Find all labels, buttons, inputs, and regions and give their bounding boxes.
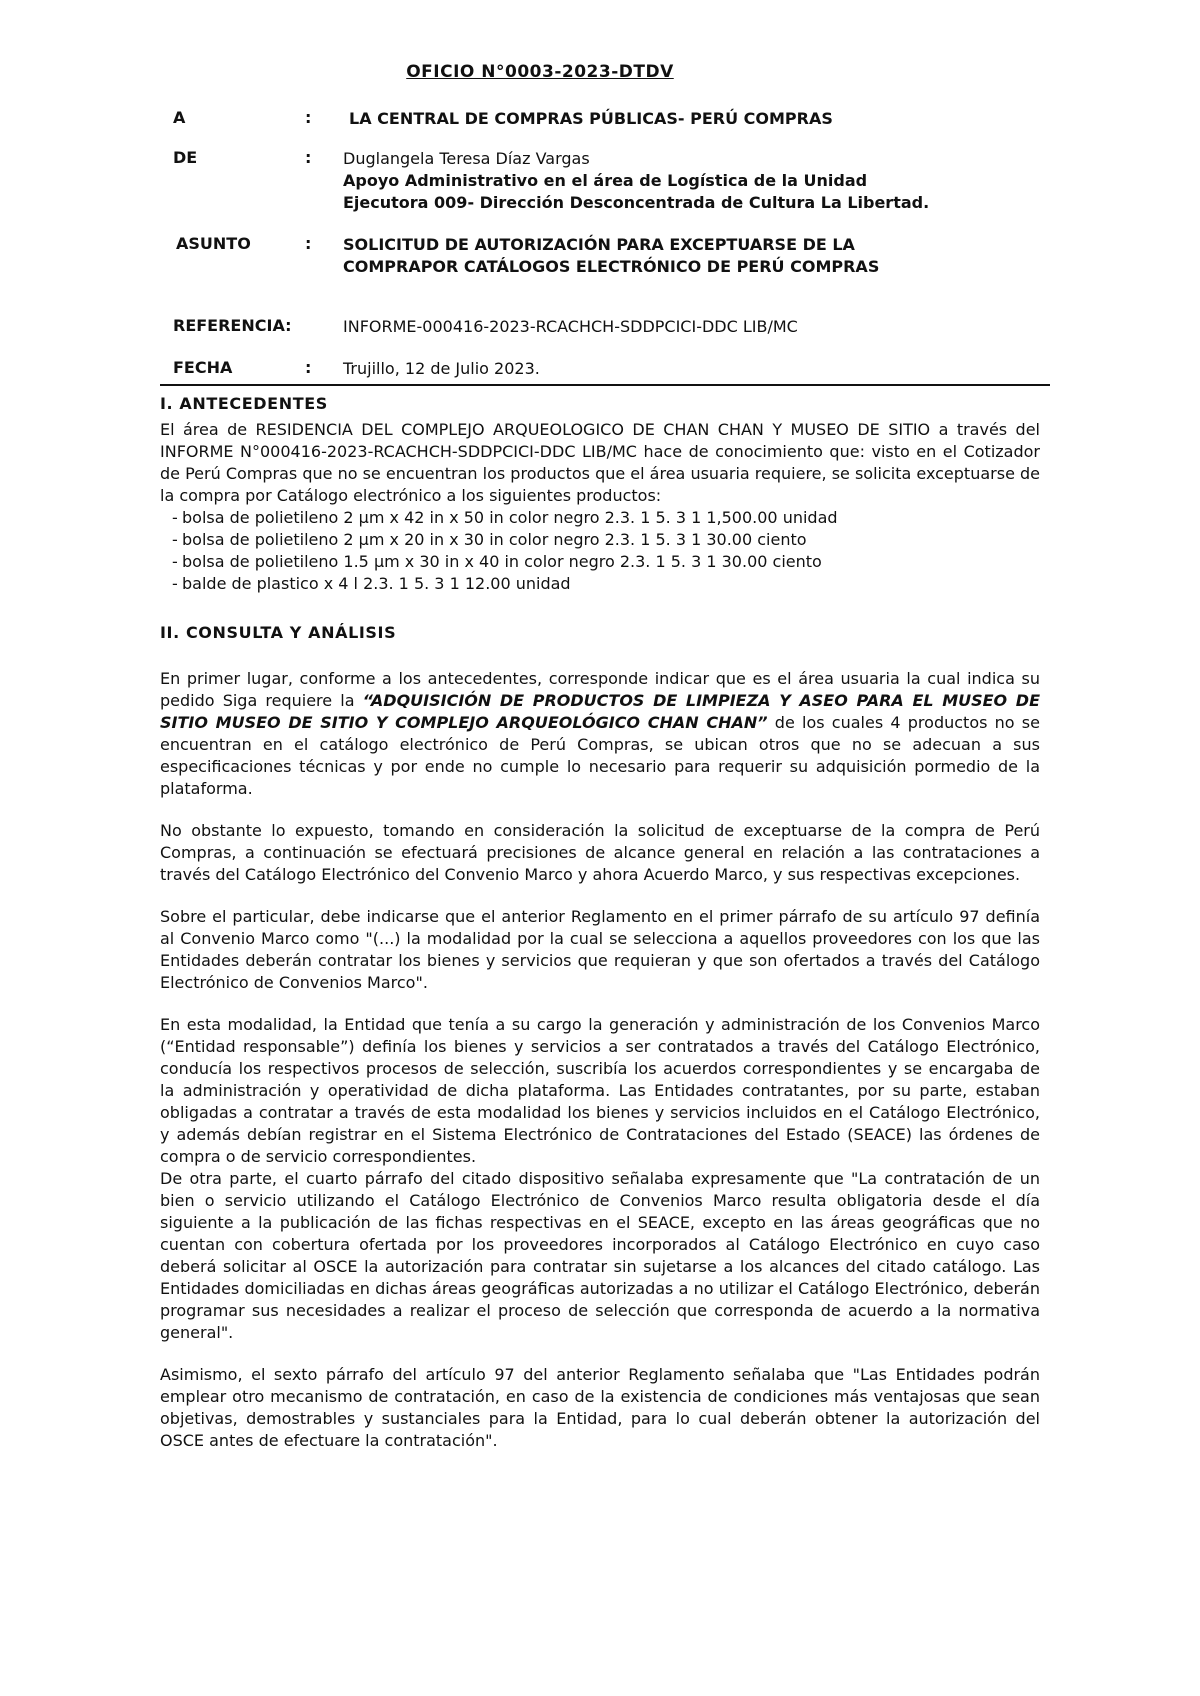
header-row-referencia xyxy=(160,316,1040,338)
de-label: DE xyxy=(173,148,198,167)
document-title: OFICIO N°0003-2023-DTDV xyxy=(406,62,674,82)
referencia-value: INFORME-000416-2023-RCACHCH-SDDPCICI-DDC LIB/MC xyxy=(343,317,798,336)
colon: : xyxy=(305,148,312,167)
asunto-line-2: COMPRAPOR CATÁLOGOS ELECTRÓNICO DE PERÚ COMPRAS xyxy=(343,257,880,276)
de-role-line-1: Apoyo Administrativo en el área de Logística de la Unidad xyxy=(343,171,868,190)
consulta-paragraph-3: Sobre el particular, debe indicarse que el anterior Reglamento en el primer párrafo de su artículo 97 definía al Convenio Marco como "(...) la modalidad por la cual se selecciona a aquellos proveedores con los que las Entidades deberán contratar los bienes y servicios que requieran y que son ofertados a través del Catálogo Electrónico de Convenios Marco". xyxy=(160,907,1040,992)
antecedentes-paragraph: El área de RESIDENCIA DEL COMPLEJO ARQUEOLOGICO DE CHAN CHAN Y MUSEO DE SITIO a través del INFORME N°000416-2023-RCACHCH-SDDPCICI-DDC LIB/MC hace de conocimiento que: visto en el Cotizador de Perú Compras que no se encuentran los productos que el área usuaria requiere, se solicita exceptuarse de la compra por Catálogo electrónico a los siguientes productos: xyxy=(160,420,1040,505)
antecedentes-heading: I. ANTECEDENTES xyxy=(160,394,328,413)
colon: : xyxy=(305,108,312,127)
list-item: - bolsa de polietileno 2 µm x 42 in x 50 in color negro 2.3. 1 5. 3 1 1,500.00 unidad xyxy=(172,508,838,527)
product-list xyxy=(160,507,1040,595)
consulta-paragraph-4: En esta modalidad, la Entidad que tenía a su cargo la generación y administración de los Convenios Marco (“Entidad responsable”) definía los bienes y servicios a ser contratados a través del Catálogo Electrónico, conducía los respectivos procesos de selección, suscribía los acuerdos correspondientes y se encargaba de la administración y operatividad de dicha plataforma. Las Entidades contratantes, por su parte, estaban obligadas a contratar a través de esta modalidad los bienes y servicios incluidos en el Catálogo Electrónico, y además debían registrar en el Sistema Electrónico de Contrataciones del Estado (SEACE) las órdenes de compra o de servicio correspondientes. xyxy=(160,1015,1040,1166)
header-row-fecha xyxy=(160,358,1040,380)
de-role-line-2: Ejecutora 009- Dirección Desconcentrada de Cultura La Libertad. xyxy=(343,193,930,212)
consulta-paragraph-5: De otra parte, el cuarto párrafo del citado dispositivo señalaba expresamente que "La contratación de un bien o servicio utilizando el Catálogo Electrónico de Convenios Marco resulta obligatoria desde el día siguiente a la publicación de las fichas respectivas en el SEACE, excepto en las áreas geográficas que no cuentan con cobertura ofertada por los proveedores incorporados al Catálogo Electrónico en cuyo caso deberá solicitar al OSCE la autorización para contratar sin sujetarse a los alcances del citado catálogo. Las Entidades domiciliadas en dichas áreas geográficas autorizadas a no utilizar el Catálogo Electrónico, deberán programar sus necesidades a realizar el proceso de selección que corresponda de acuerdo a la normativa general". xyxy=(160,1169,1040,1342)
header-divider xyxy=(160,384,1050,386)
header-row-a xyxy=(160,108,1040,130)
de-name: Duglangela Teresa Díaz Vargas xyxy=(343,149,590,168)
document-page xyxy=(160,62,1040,1452)
a-label: A xyxy=(173,108,186,127)
consulta-heading: II. CONSULTA Y ANÁLISIS xyxy=(160,623,397,642)
asunto-line-1: SOLICITUD DE AUTORIZACIÓN PARA EXCEPTUARSE DE LA xyxy=(343,235,855,254)
fecha-label: FECHA xyxy=(173,358,233,377)
header-row-asunto xyxy=(160,234,1040,278)
header-row-de xyxy=(160,148,1040,214)
consulta-paragraph-6: Asimismo, el sexto párrafo del artículo 97 del anterior Reglamento señalaba que "Las Entidades podrán emplear otro mecanismo de contratación, en caso de la existencia de condiciones más ventajosas que sean objetivas, demostrables y sustanciales para la Entidad, para lo cual deberán obtener la autorización del OSCE antes de efectuare la contratación". xyxy=(160,1365,1040,1450)
asunto-label: ASUNTO xyxy=(176,234,251,253)
asunto-value xyxy=(343,234,1040,278)
list-item: - bolsa de polietileno 1.5 µm x 30 in x 40 in color negro 2.3. 1 5. 3 1 30.00 ciento xyxy=(172,552,822,571)
consulta-paragraph-1: En primer lugar, conforme a los antecedentes, corresponde indicar que es el área usuaria la cual indica su pedido Siga requiere la “ADQUISICIÓN DE PRODUCTOS DE LIMPIEZA Y ASEO PARA EL MUSEO DE SITIO MUSEO DE SITIO Y COMPLEJO ARQUEOLÓGICO CHAN CHAN” de los cuales 4 productos no se encuentran en el catálogo electrónico de Perú Compras, se ubican otros que no se adecuan a sus especificaciones técnicas y por ende no cumple lo necesario para requerir su adquisición pormedio de la plataforma. xyxy=(160,669,1040,798)
list-item: - balde de plastico x 4 l 2.3. 1 5. 3 1 12.00 unidad xyxy=(172,574,571,593)
a-value: LA CENTRAL DE COMPRAS PÚBLICAS- PERÚ COMPRAS xyxy=(349,109,833,128)
consulta-paragraph-2: No obstante lo expuesto, tomando en consideración la solicitud de exceptuarse de la compra de Perú Compras, a continuación se efectuará precisiones de alcance general en relación a las contrataciones a través del Catálogo Electrónico del Convenio Marco y ahora Acuerdo Marco, y sus respectivas excepciones. xyxy=(160,821,1040,884)
colon: : xyxy=(305,234,312,253)
fecha-value: Trujillo, 12 de Julio 2023. xyxy=(343,359,540,378)
de-value xyxy=(343,148,1040,214)
referencia-label: REFERENCIA: xyxy=(173,316,292,335)
colon: : xyxy=(305,358,312,377)
list-item: - bolsa de polietileno 2 µm x 20 in x 30 in color negro 2.3. 1 5. 3 1 30.00 ciento xyxy=(172,530,807,549)
